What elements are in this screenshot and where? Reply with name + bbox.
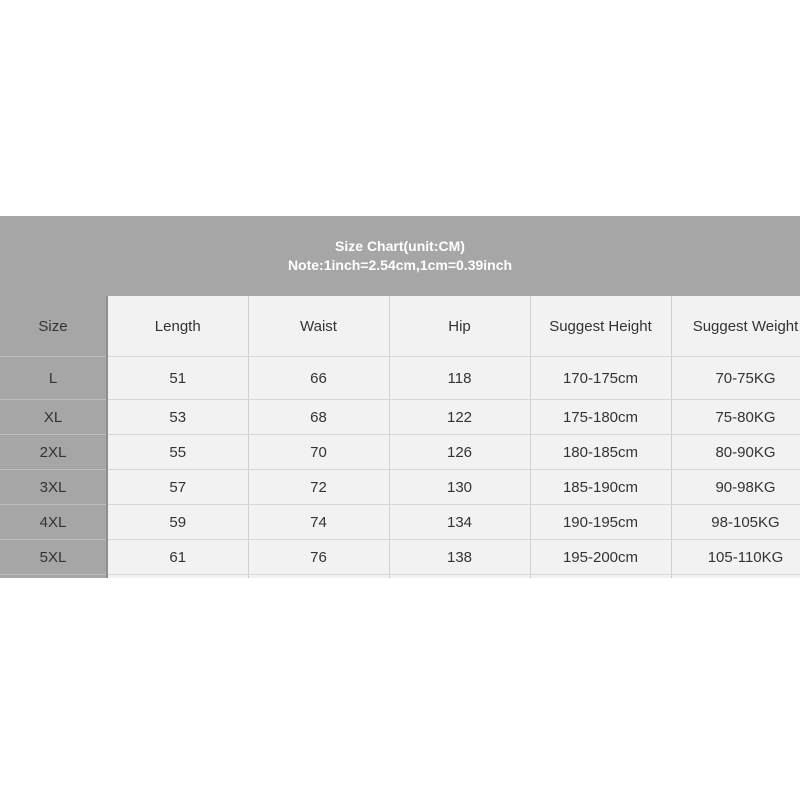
- table-row: [0, 470, 800, 505]
- column-header-hip: Hip: [389, 296, 530, 357]
- length-cell: 61: [107, 540, 248, 575]
- column-header-size: Size: [0, 296, 107, 357]
- hip-cell: 126: [389, 435, 530, 470]
- suggest-weight-cell: 75-80KG: [671, 400, 800, 435]
- waist-cell: 76: [248, 540, 389, 575]
- size-chart: [0, 216, 800, 578]
- column-header-suggest-height: Suggest Height: [530, 296, 671, 357]
- suggest-height-cell: 175-180cm: [530, 400, 671, 435]
- bottom-edge-cell: [530, 575, 671, 579]
- column-header-length: Length: [107, 296, 248, 357]
- suggest-weight-cell: 98-105KG: [671, 505, 800, 540]
- waist-cell: 66: [248, 357, 389, 400]
- size-cell: 2XL: [0, 435, 107, 470]
- size-cell: 4XL: [0, 505, 107, 540]
- hip-cell: 122: [389, 400, 530, 435]
- bottom-edge-cell: [107, 575, 248, 579]
- suggest-height-cell: 195-200cm: [530, 540, 671, 575]
- length-cell: 53: [107, 400, 248, 435]
- table-bottom-edge: [0, 575, 800, 579]
- suggest-height-cell: 190-195cm: [530, 505, 671, 540]
- suggest-height-cell: 170-175cm: [530, 357, 671, 400]
- table-header-row: [0, 296, 800, 357]
- table-row: [0, 540, 800, 575]
- waist-cell: 72: [248, 470, 389, 505]
- suggest-weight-cell: 105-110KG: [671, 540, 800, 575]
- waist-cell: 74: [248, 505, 389, 540]
- bottom-edge-cell: [248, 575, 389, 579]
- size-table: [0, 296, 800, 578]
- suggest-weight-cell: 90-98KG: [671, 470, 800, 505]
- bottom-edge-cell: [671, 575, 800, 579]
- suggest-weight-cell: 80-90KG: [671, 435, 800, 470]
- suggest-height-cell: 185-190cm: [530, 470, 671, 505]
- hip-cell: 118: [389, 357, 530, 400]
- length-cell: 59: [107, 505, 248, 540]
- table-row: [0, 505, 800, 540]
- suggest-weight-cell: 70-75KG: [671, 357, 800, 400]
- bottom-edge-cell: [0, 575, 107, 579]
- length-cell: 51: [107, 357, 248, 400]
- hip-cell: 130: [389, 470, 530, 505]
- length-cell: 57: [107, 470, 248, 505]
- size-chart-header: [0, 216, 800, 296]
- column-header-suggest-weight: Suggest Weight: [671, 296, 800, 357]
- table-row: [0, 435, 800, 470]
- length-cell: 55: [107, 435, 248, 470]
- hip-cell: 138: [389, 540, 530, 575]
- waist-cell: 70: [248, 435, 389, 470]
- bottom-edge-cell: [389, 575, 530, 579]
- table-row: [0, 357, 800, 400]
- size-chart-title: Size Chart(unit:CM): [335, 238, 465, 254]
- unit-conversion-note: Note:1inch=2.54cm,1cm=0.39inch: [287, 257, 513, 273]
- size-cell: 5XL: [0, 540, 107, 575]
- size-cell: L: [0, 357, 107, 400]
- size-cell: XL: [0, 400, 107, 435]
- table-row: [0, 400, 800, 435]
- size-cell: 3XL: [0, 470, 107, 505]
- suggest-height-cell: 180-185cm: [530, 435, 671, 470]
- hip-cell: 134: [389, 505, 530, 540]
- waist-cell: 68: [248, 400, 389, 435]
- column-header-waist: Waist: [248, 296, 389, 357]
